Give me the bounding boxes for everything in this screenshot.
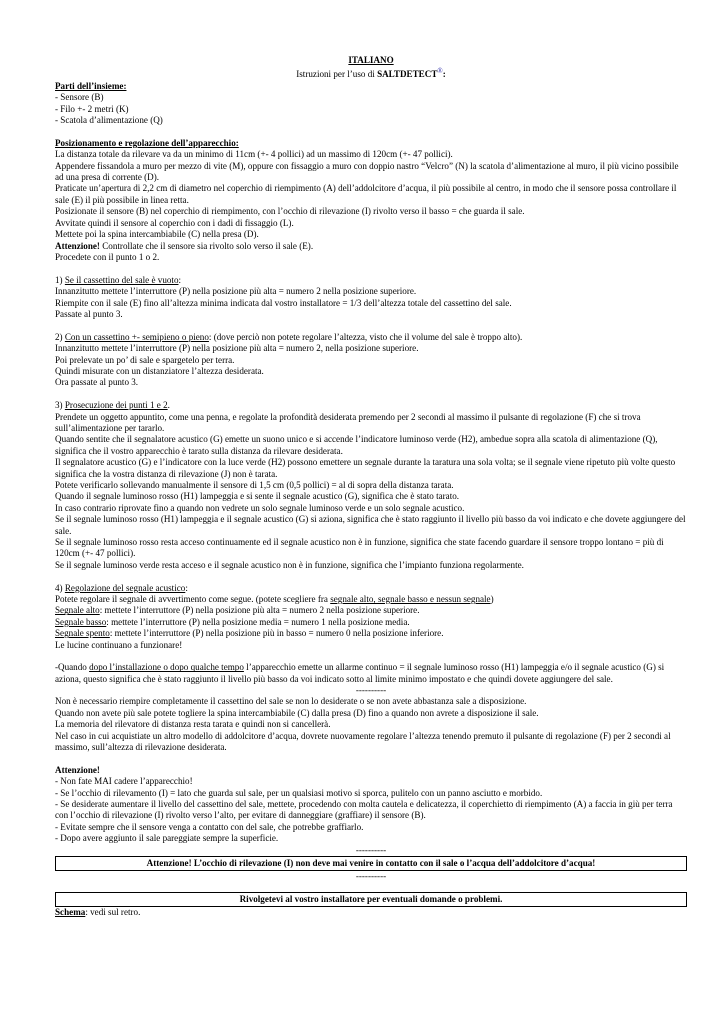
- positioning-steps: [55, 161, 687, 264]
- step-title: Prosecuzione dei punti 1 e 2: [64, 400, 168, 411]
- parts-item: - Scatola d’alimentazione (Q): [55, 115, 163, 126]
- step-2-line: Poi prelevate un po’ di sale e spargetelo per terra.: [55, 354, 235, 365]
- signal-text: : mettete l’interruttore (P) nella posizione più alta = numero 2 nella posizione superiore.: [99, 605, 420, 616]
- step-colon: :: [178, 274, 182, 285]
- attention-label: Attenzione!: [55, 240, 100, 251]
- step-1-line: Innanzitutto mettete l’interruttore (P) nella posizione più alta = numero 2 nella posizione superiore.: [55, 286, 417, 297]
- step-3-line: Quando sentite che il segnalatore acustico (G) emette un suono unico e si accende l’indicatore luminoso verde (H2), ambedue sopra alla scatola di alimentazione (Q), significa che il vostro apparecchio è tarato sulla distanza da rilevare desiderata.: [55, 434, 658, 456]
- step-3-heading: [55, 400, 687, 411]
- step-2-heading: [55, 332, 687, 343]
- step-3-line: Prendete un oggetto appuntito, come una penna, e regolate la profondità desiderata premendo per 2 secondi al massimo il pulsante di regolazione (F) che si trova sull’alimentazione per tararlo.: [55, 411, 641, 433]
- parts-item: - Filo +- 2 metri (K): [55, 103, 129, 114]
- step-colon: :: [185, 582, 188, 593]
- subtitle-prefix: Istruzioni per l’uso di: [296, 69, 378, 80]
- warnings-heading: Attenzione!: [55, 764, 100, 775]
- note-line: Nel caso in cui acquistiate un altro modello di addolcitore d’acqua, dovrete nuovamente regolare l’altezza tenendo premuto il pulsante di regolazione (F) per 2 secondi al massimo, sull’altezza di rilevazione desiderata.: [55, 730, 671, 752]
- step-4-heading: [55, 583, 687, 594]
- step-2-line: Innanzitutto mettete l’interruttore (P) nella posizione più alta = numero 2, nella posizione superiore.: [55, 343, 419, 354]
- signal-text: : mettete l’interruttore (P) nella posizione media = numero 1 nella posizione media.: [106, 616, 410, 627]
- positioning-line: Appendere fissandola a muro per mezzo di vite (M), oppure con fissaggio a muro con doppio nastro “Velcro” (N) la scatola d’alimentazione al muro, il più vicino possibile ad una presa di corrente (D).: [55, 160, 679, 183]
- step-number: 2): [55, 331, 65, 342]
- warning-item: - Non fate MAI cadere l’apparecchio!: [55, 776, 193, 787]
- intro-options: segnale alto, segnale basso e nessun segnale: [330, 594, 491, 605]
- signal-option: [55, 628, 687, 639]
- step-2-line: Ora passate al punto 3.: [55, 377, 139, 388]
- parts-section: [55, 81, 687, 127]
- intro-suffix: ): [490, 594, 494, 605]
- step-1-section: [55, 275, 687, 321]
- step-1-heading: [55, 275, 687, 286]
- warning-item: - Se l’occhio di rilevamento (I) = lato che guarda sul sale, per un qualsiasi motivo si sporca, pulitelo con un panno asciutto e morbido.: [55, 787, 543, 798]
- signal-option: [55, 617, 687, 628]
- step-3-line: Se il segnale luminoso verde resta acceso e il segnale acustico non è in funzione, significa che l’impianto funziona regolarmente.: [55, 559, 524, 570]
- separator: ----------: [355, 870, 387, 881]
- signal-label: Segnale spento: [55, 628, 110, 639]
- proceed-line: Procedete con il punto 1 o 2.: [55, 251, 160, 262]
- step-number: 1): [55, 274, 65, 285]
- intro-prefix: Potete regolare il segnale di avvertimento come segue. (potete scegliere fra: [55, 594, 331, 605]
- step-3-line: In caso contrario riprovate fino a quando non vedrete un solo segnale luminoso verde e un solo segnale acustico.: [55, 502, 465, 513]
- schema-label: Schema: [55, 907, 86, 918]
- alarm-underlined: dopo l’installazione o dopo qualche tempo: [89, 662, 244, 673]
- lights-line: Le lucine continuano a funzionare!: [55, 639, 183, 650]
- step-title: Con un cassettino +- semipieno o pieno: [64, 331, 209, 342]
- brand-name: SALTDETECT: [377, 69, 438, 80]
- positioning-line: Praticate un’apertura di 2,2 cm di diametro nel coperchio di riempimento (A) dell’addolcitore d’acqua, il più possibile al centro, in modo che il sensore possa controllare il sale (E) il più possibile in linea retta.: [55, 183, 677, 205]
- page-title: ITALIANO: [348, 55, 394, 65]
- notes-section: [55, 696, 687, 753]
- warning-item: - Evitate sempre che il sensore venga a contatto con del sale, che potrebbe graffiarlo.: [55, 821, 364, 832]
- step-3-line: Se il segnale luminoso rosso (H1) lampeggia e il segnale acustico (G) si aziona, significa che è stato raggiunto il livello più basso da voi indicato e che dovete aggiungere del sale.: [55, 514, 686, 536]
- positioning-line: Posizionate il sensore (B) nel coperchio di riempimento, con l’occhio di rilevazione (I) rivolto verso il basso = che guarda il sale.: [55, 206, 525, 217]
- step-3-line: Se il segnale luminoso rosso resta acceso continuamente ed il segnale acustico non è in funzione, significa che state facendo guardare il sensore troppo lontano = più di 120cm (+- 47 pollici).: [55, 537, 664, 559]
- warnings-section: [55, 765, 687, 845]
- signal-label: Segnale basso: [55, 616, 107, 627]
- subtitle-suffix: :: [442, 69, 446, 80]
- instruction-page: [55, 55, 687, 919]
- step-number: 4): [55, 582, 65, 593]
- note-line: Quando non avete più sale potete togliere la spina intercambiabile (C) dalla presa (D) fino a quando non avrete a disposizione il sale.: [55, 707, 539, 718]
- warning-item: - Se desiderate aumentare il livello del cassettino del sale, mettete, procedendo con molta cautela e delicatezza, il coperchietto di riempimento (A) a faccia in giù per terra con l’occhio di rilevazione (I) rivolto verso l’alto, per evitare di danneggiare (graffiare) il sensore (B).: [55, 798, 673, 821]
- signal-text: : mettete l’interruttore (P) nella posizione più in basso = numero 0 nella posizione inferiore.: [109, 628, 444, 639]
- positioning-heading: Posizionamento e regolazione dell’apparecchio:: [55, 137, 239, 148]
- note-line: Non è necessario riempire completamente il cassettino del sale se non lo desiderate o se non avete abbastanza sale a disposizione.: [55, 696, 527, 707]
- contact-box: Rivolgetevi al vostro installatore per eventuali domande o problemi.: [55, 892, 687, 907]
- step-3-line: Potete verificarlo sollevando manualmente il sensore di 1,5 cm (0,5 pollici) = al di sopra della distanza tarata.: [55, 480, 454, 490]
- step-heading-rest: : (dove perciò non potete regolare l’altezza, visto che il volume del sale è troppo alto).: [208, 331, 523, 342]
- step-2-line: Quindi misurate con un distanziatore l’altezza desiderata.: [55, 365, 264, 376]
- schema-line: [55, 907, 687, 918]
- positioning-attention: [55, 241, 687, 252]
- step-3-line: Il segnalatore acustico (G) e l’indicatore con la luce verde (H2) possono emettere un segnale durante la taratura una sola volta; se il segnale viene ripetuto più volte questo significa che la vostra distanza di rilevazione (J) non è tarata.: [55, 457, 676, 479]
- signal-label: Segnale alto: [55, 605, 100, 616]
- step-number: 3): [55, 400, 65, 411]
- step-2-section: [55, 332, 687, 389]
- note-line: La memoria del rilevatore di distanza resta tarata e quindi non si cancellerà.: [55, 719, 331, 730]
- step-title: Se il cassettino del sale è vuoto: [64, 274, 179, 285]
- step-1-line: Riempite con il sale (E) fino all’altezza minima indicata dal vostro installatore = 1/3 dell’altezza totale del cassettino del sale.: [55, 297, 512, 308]
- signal-option: [55, 605, 687, 616]
- alarm-prefix: -Quando: [55, 662, 90, 673]
- alarm-text: l’apparecchio emette un allarme continuo = il segnale luminoso rosso (H1) lampeggia e/o il segnale acustico (G) si aziona, questo significa che è stato raggiunto il livello più basso da voi indicato sotto al limite minimo impostato e che quindi dovete aggiungere del sale.: [55, 662, 665, 684]
- attention-text: Controllate che il sensore sia rivolto solo verso il sale (E).: [99, 240, 314, 251]
- separator: ----------: [355, 844, 387, 855]
- distance-paragraph: La distanza totale da rilevare va da un minimo di 11cm (+- 4 pollici) ad un massimo di 120cm (+- 47 pollici).: [55, 149, 453, 160]
- parts-heading: Parti dell’insieme:: [55, 80, 127, 91]
- registered-mark: ®: [437, 67, 443, 76]
- step-4-section: [55, 583, 687, 651]
- parts-item: - Sensore (B): [55, 92, 104, 103]
- step-title: Regolazione del segnale acustico: [64, 582, 186, 593]
- separator: ----------: [355, 685, 387, 696]
- step-dot: .: [167, 400, 170, 411]
- step-1-line: Passate al punto 3.: [55, 308, 123, 319]
- warning-item: - Dopo avere aggiunto il sale pareggiate sempre la superficie.: [55, 833, 279, 844]
- alarm-paragraph: [55, 662, 687, 685]
- positioning-line: Mettete poi la spina intercambiabile (C) nella presa (D).: [55, 229, 259, 240]
- step-3-line: Quando il segnale luminoso rosso (H1) lampeggia e si sente il segnale acustico (G), significa che è stato tarato.: [55, 491, 460, 502]
- page-subtitle: [55, 66, 687, 80]
- schema-text: : vedi sul retro.: [85, 907, 141, 918]
- step-4-intro: [55, 594, 687, 605]
- positioning-line: Avvitate quindi il sensore al coperchio con i dadi di fissaggio (L).: [55, 217, 294, 228]
- boxed-warning: Attenzione! L’occhio di rilevazione (I) non deve mai venire in contatto con il sale o l’acqua dell’addolcitore d’acqua!: [55, 856, 687, 871]
- step-3-section: [55, 400, 687, 571]
